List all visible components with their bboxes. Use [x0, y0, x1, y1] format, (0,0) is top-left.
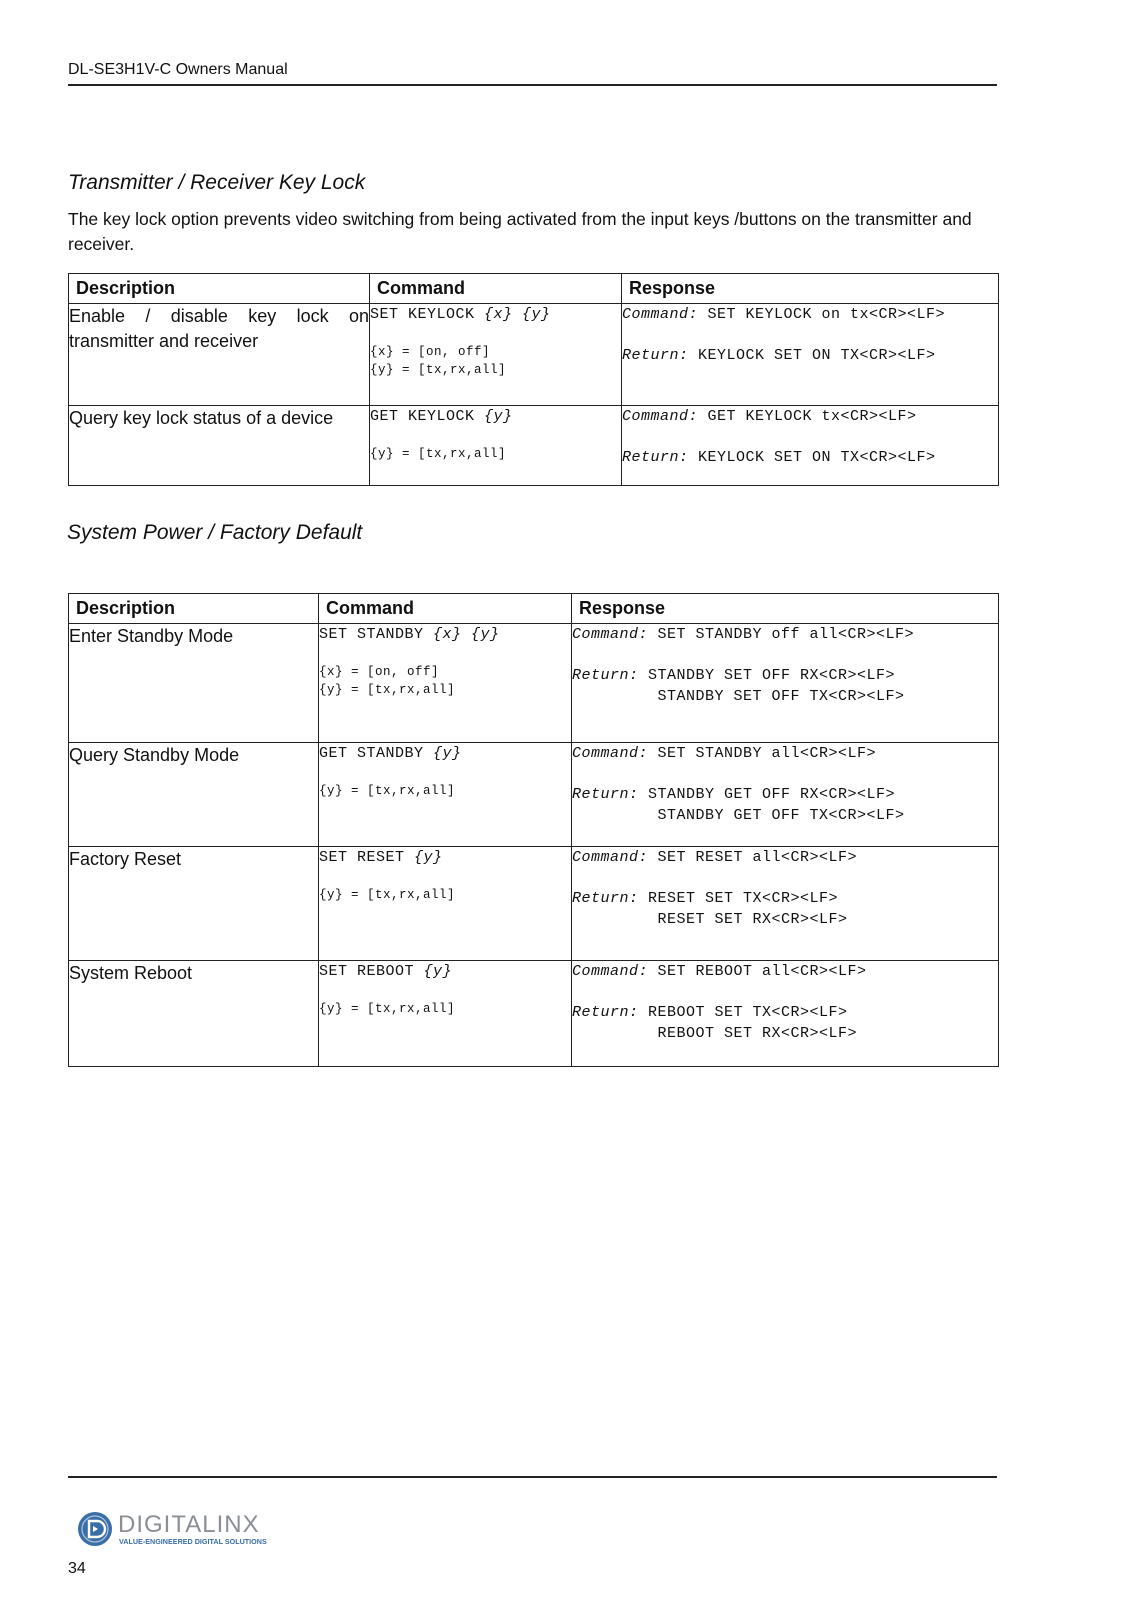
response-command-label: Command:	[572, 963, 649, 980]
param-definition: {x} = [on, off]	[370, 345, 491, 359]
row-description: Query Standby Mode	[69, 743, 319, 847]
response-command-line	[622, 406, 998, 427]
column-header-response: Response	[572, 594, 999, 624]
response-return-line	[572, 888, 998, 909]
param-definition: {x} = [on, off]	[319, 665, 440, 679]
section-intro-keylock: The key lock option prevents video switching from being activated from the input keys /buttons on the transmitter and receiver.	[68, 209, 972, 254]
command-syntax	[319, 743, 571, 764]
table-header-row	[69, 594, 999, 624]
row-command	[319, 624, 572, 743]
response-command-label: Command:	[622, 408, 699, 425]
response-command-text: SET REBOOT all<CR><LF>	[648, 963, 867, 980]
response-return-line	[572, 784, 998, 805]
table-row	[69, 406, 999, 486]
response-command-label: Command:	[572, 745, 649, 762]
response-return-label: Return:	[622, 347, 689, 364]
response-return-label: Return:	[622, 449, 689, 466]
row-command	[319, 847, 572, 961]
command-arguments: {x} {y}	[484, 306, 551, 323]
response-return-line	[622, 345, 998, 366]
command-keyword: GET KEYLOCK	[370, 408, 485, 425]
response-return-label: Return:	[572, 890, 639, 907]
row-description: Enter Standby Mode	[69, 624, 319, 743]
command-syntax	[370, 406, 621, 427]
table-row	[69, 304, 999, 406]
response-return-text: KEYLOCK SET ON TX<CR><LF>	[688, 347, 936, 364]
command-syntax	[319, 624, 571, 645]
response-return-text: STANDBY GET OFF RX<CR><LF>	[638, 786, 896, 803]
response-return-line: STANDBY GET OFF TX<CR><LF>	[572, 807, 905, 824]
response-command-text: SET RESET all<CR><LF>	[648, 849, 858, 866]
command-keyword: SET KEYLOCK	[370, 306, 485, 323]
footer-divider	[68, 1476, 997, 1478]
column-header-command: Command	[319, 594, 572, 624]
param-definition: {y} = [tx,rx,all]	[370, 447, 507, 461]
response-return-text: STANDBY SET OFF RX<CR><LF>	[638, 667, 896, 684]
response-return-label: Return:	[572, 786, 639, 803]
response-return-label: Return:	[572, 667, 639, 684]
command-arguments: {y}	[484, 408, 513, 425]
command-keyword: SET RESET	[319, 849, 415, 866]
digitalinx-logo	[76, 1507, 276, 1551]
response-command-line	[572, 961, 998, 982]
column-header-response: Response	[622, 274, 999, 304]
logo-tagline: VALUE-ENGINEERED DIGITAL SOLUTIONS	[119, 1537, 267, 1546]
header-divider	[68, 84, 997, 86]
table-header-row	[69, 274, 999, 304]
row-description: Enable / disable key lock on transmitter and receiver	[69, 304, 370, 406]
document-header-title: DL-SE3H1V-C Owners Manual	[68, 61, 288, 78]
row-command	[319, 743, 572, 847]
row-description: Factory Reset	[69, 847, 319, 961]
column-header-description: Description	[69, 274, 370, 304]
response-return-line: REBOOT SET RX<CR><LF>	[572, 1025, 858, 1042]
command-keyword: GET STANDBY	[319, 745, 434, 762]
command-syntax	[370, 304, 621, 325]
response-return-label: Return:	[572, 1004, 639, 1021]
power-command-table	[68, 593, 999, 1067]
response-command-label: Command:	[572, 626, 649, 643]
row-response	[572, 743, 999, 847]
response-command-line	[622, 304, 998, 325]
response-return-text: REBOOT SET TX<CR><LF>	[638, 1004, 848, 1021]
row-command	[319, 961, 572, 1067]
table-row	[69, 961, 999, 1067]
row-response	[572, 624, 999, 743]
logo-wordmark: DIGITALINX	[118, 1511, 260, 1538]
command-arguments: {y}	[433, 745, 462, 762]
response-return-line	[622, 447, 998, 468]
row-description: Query key lock status of a device	[69, 406, 370, 486]
response-return-text: KEYLOCK SET ON TX<CR><LF>	[688, 449, 936, 466]
command-keyword: SET STANDBY	[319, 626, 434, 643]
command-arguments: {x} {y}	[433, 626, 500, 643]
response-command-line	[572, 847, 998, 868]
param-definition: {y} = [tx,rx,all]	[319, 888, 456, 902]
response-command-text: SET STANDBY off all<CR><LF>	[648, 626, 915, 643]
row-command	[370, 406, 622, 486]
command-syntax	[319, 847, 571, 868]
response-command-label: Command:	[572, 849, 649, 866]
section-heading-keylock: Transmitter / Receiver Key Lock	[68, 171, 366, 194]
command-syntax	[319, 961, 571, 982]
command-arguments: {y}	[423, 963, 453, 980]
response-return-line: RESET SET RX<CR><LF>	[572, 911, 848, 928]
param-definition: {y} = [tx,rx,all]	[370, 363, 507, 377]
page-number: 34	[68, 1560, 86, 1577]
response-return-line	[572, 665, 998, 686]
keylock-command-table	[68, 273, 999, 486]
response-return-line: STANDBY SET OFF TX<CR><LF>	[572, 688, 905, 705]
response-command-label: Command:	[622, 306, 699, 323]
response-command-line	[572, 743, 998, 764]
response-command-text: SET KEYLOCK on tx<CR><LF>	[698, 306, 946, 323]
table-row	[69, 624, 999, 743]
table-row	[69, 743, 999, 847]
command-arguments: {y}	[414, 849, 443, 866]
row-command	[370, 304, 622, 406]
table-row	[69, 847, 999, 961]
response-return-text: RESET SET TX<CR><LF>	[638, 890, 839, 907]
param-definition: {y} = [tx,rx,all]	[319, 683, 456, 697]
response-command-text: SET STANDBY all<CR><LF>	[648, 745, 877, 762]
row-response	[572, 847, 999, 961]
row-response	[622, 304, 999, 406]
row-description: System Reboot	[69, 961, 319, 1067]
param-definition: {y} = [tx,rx,all]	[319, 1002, 456, 1016]
column-header-command: Command	[370, 274, 622, 304]
param-definition: {y} = [tx,rx,all]	[319, 784, 456, 798]
row-response	[622, 406, 999, 486]
response-command-text: GET KEYLOCK tx<CR><LF>	[698, 408, 917, 425]
response-command-line	[572, 624, 998, 645]
response-return-line	[572, 1002, 998, 1023]
column-header-description: Description	[69, 594, 319, 624]
section-heading-power: System Power / Factory Default	[67, 521, 363, 544]
row-response	[572, 961, 999, 1067]
command-keyword: SET REBOOT	[319, 963, 424, 980]
